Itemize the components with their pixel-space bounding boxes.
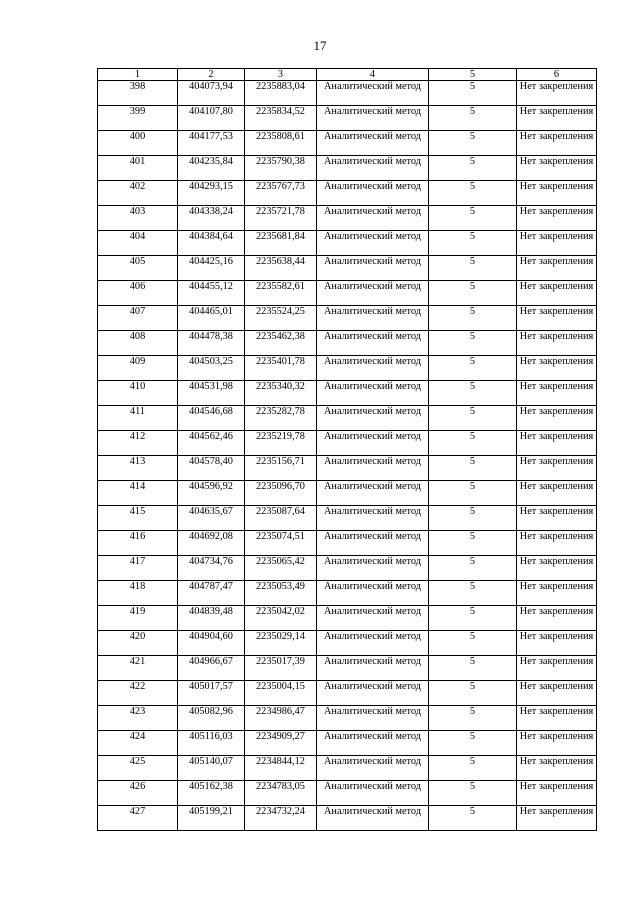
y-coordinate-cell: 2235340,32: [245, 381, 317, 406]
table-row: [98, 806, 597, 831]
y-coordinate-cell: 2235638,44: [245, 256, 317, 281]
method-cell: Аналитический метод: [317, 731, 429, 756]
x-coordinate-cell: 404734,76: [178, 556, 245, 581]
accuracy-cell: 5: [429, 706, 517, 731]
accuracy-cell: 5: [429, 256, 517, 281]
method-cell: Аналитический метод: [317, 606, 429, 631]
fixing-cell: Нет закрепления: [517, 681, 597, 706]
accuracy-cell: 5: [429, 781, 517, 806]
fixing-cell: Нет закрепления: [517, 256, 597, 281]
x-coordinate-cell: 405017,57: [178, 681, 245, 706]
x-coordinate-cell: 404293,15: [178, 181, 245, 206]
point-number-cell: 426: [98, 781, 178, 806]
y-coordinate-cell: 2235524,25: [245, 306, 317, 331]
fixing-cell: Нет закрепления: [517, 656, 597, 681]
y-coordinate-cell: 2235582,61: [245, 281, 317, 306]
x-coordinate-cell: 404073,94: [178, 81, 245, 106]
x-coordinate-cell: 404478,38: [178, 331, 245, 356]
y-coordinate-cell: 2235065,42: [245, 556, 317, 581]
accuracy-cell: 5: [429, 531, 517, 556]
fixing-cell: Нет закрепления: [517, 281, 597, 306]
y-coordinate-cell: 2235681,84: [245, 231, 317, 256]
point-number-cell: 425: [98, 756, 178, 781]
x-coordinate-cell: 404338,24: [178, 206, 245, 231]
method-cell: Аналитический метод: [317, 181, 429, 206]
method-cell: Аналитический метод: [317, 381, 429, 406]
accuracy-cell: 5: [429, 331, 517, 356]
fixing-cell: Нет закрепления: [517, 306, 597, 331]
table-row: [98, 106, 597, 131]
table-body: [98, 81, 597, 831]
accuracy-cell: 5: [429, 606, 517, 631]
table-row: [98, 481, 597, 506]
y-coordinate-cell: 2234783,05: [245, 781, 317, 806]
y-coordinate-cell: 2235282,78: [245, 406, 317, 431]
table-row: [98, 456, 597, 481]
method-cell: Аналитический метод: [317, 406, 429, 431]
method-cell: Аналитический метод: [317, 106, 429, 131]
method-cell: Аналитический метод: [317, 306, 429, 331]
accuracy-cell: 5: [429, 556, 517, 581]
point-number-cell: 421: [98, 656, 178, 681]
x-coordinate-cell: 404503,25: [178, 356, 245, 381]
x-coordinate-cell: 404235,84: [178, 156, 245, 181]
table-header: [98, 69, 597, 81]
table-row: [98, 156, 597, 181]
point-number-cell: 399: [98, 106, 178, 131]
table-row: [98, 756, 597, 781]
x-coordinate-cell: 405199,21: [178, 806, 245, 831]
method-cell: Аналитический метод: [317, 706, 429, 731]
method-cell: Аналитический метод: [317, 281, 429, 306]
fixing-cell: Нет закрепления: [517, 231, 597, 256]
point-number-cell: 420: [98, 631, 178, 656]
fixing-cell: Нет закрепления: [517, 506, 597, 531]
table-row: [98, 131, 597, 156]
method-cell: Аналитический метод: [317, 781, 429, 806]
table-row: [98, 206, 597, 231]
point-number-cell: 403: [98, 206, 178, 231]
fixing-cell: Нет закрепления: [517, 581, 597, 606]
table-row: [98, 306, 597, 331]
x-coordinate-cell: 404966,67: [178, 656, 245, 681]
fixing-cell: Нет закрепления: [517, 781, 597, 806]
x-coordinate-cell: 405116,03: [178, 731, 245, 756]
fixing-cell: Нет закрепления: [517, 356, 597, 381]
fixing-cell: Нет закрепления: [517, 181, 597, 206]
column-header-fixing: 6: [517, 69, 597, 81]
method-cell: Аналитический метод: [317, 156, 429, 181]
method-cell: Аналитический метод: [317, 806, 429, 831]
method-cell: Аналитический метод: [317, 631, 429, 656]
fixing-cell: Нет закрепления: [517, 431, 597, 456]
point-number-cell: 413: [98, 456, 178, 481]
method-cell: Аналитический метод: [317, 231, 429, 256]
fixing-cell: Нет закрепления: [517, 556, 597, 581]
point-number-cell: 410: [98, 381, 178, 406]
fixing-cell: Нет закрепления: [517, 156, 597, 181]
fixing-cell: Нет закрепления: [517, 731, 597, 756]
y-coordinate-cell: 2235156,71: [245, 456, 317, 481]
accuracy-cell: 5: [429, 181, 517, 206]
fixing-cell: Нет закрепления: [517, 331, 597, 356]
fixing-cell: Нет закрепления: [517, 706, 597, 731]
accuracy-cell: 5: [429, 681, 517, 706]
method-cell: Аналитический метод: [317, 256, 429, 281]
x-coordinate-cell: 404904,60: [178, 631, 245, 656]
method-cell: Аналитический метод: [317, 331, 429, 356]
point-number-cell: 411: [98, 406, 178, 431]
accuracy-cell: 5: [429, 306, 517, 331]
accuracy-cell: 5: [429, 506, 517, 531]
point-number-cell: 401: [98, 156, 178, 181]
method-cell: Аналитический метод: [317, 556, 429, 581]
point-number-cell: 419: [98, 606, 178, 631]
accuracy-cell: 5: [429, 756, 517, 781]
table-row: [98, 381, 597, 406]
header-row: [98, 69, 597, 81]
coordinates-table: [97, 68, 597, 831]
accuracy-cell: 5: [429, 106, 517, 131]
accuracy-cell: 5: [429, 131, 517, 156]
accuracy-cell: 5: [429, 631, 517, 656]
point-number-cell: 408: [98, 331, 178, 356]
point-number-cell: 417: [98, 556, 178, 581]
table-row: [98, 431, 597, 456]
accuracy-cell: 5: [429, 406, 517, 431]
point-number-cell: 424: [98, 731, 178, 756]
accuracy-cell: 5: [429, 81, 517, 106]
accuracy-cell: 5: [429, 356, 517, 381]
y-coordinate-cell: 2235462,38: [245, 331, 317, 356]
table-row: [98, 706, 597, 731]
fixing-cell: Нет закрепления: [517, 606, 597, 631]
table-row: [98, 281, 597, 306]
fixing-cell: Нет закрепления: [517, 106, 597, 131]
y-coordinate-cell: 2234732,24: [245, 806, 317, 831]
x-coordinate-cell: 404787,47: [178, 581, 245, 606]
point-number-cell: 414: [98, 481, 178, 506]
point-number-cell: 407: [98, 306, 178, 331]
accuracy-cell: 5: [429, 481, 517, 506]
point-number-cell: 418: [98, 581, 178, 606]
table-row: [98, 81, 597, 106]
accuracy-cell: 5: [429, 206, 517, 231]
y-coordinate-cell: 2235029,14: [245, 631, 317, 656]
x-coordinate-cell: 404596,92: [178, 481, 245, 506]
y-coordinate-cell: 2235004,15: [245, 681, 317, 706]
fixing-cell: Нет закрепления: [517, 406, 597, 431]
table-row: [98, 506, 597, 531]
table-row: [98, 256, 597, 281]
y-coordinate-cell: 2235790,38: [245, 156, 317, 181]
table-row: [98, 781, 597, 806]
point-number-cell: 404: [98, 231, 178, 256]
point-number-cell: 405: [98, 256, 178, 281]
fixing-cell: Нет закрепления: [517, 456, 597, 481]
table-row: [98, 656, 597, 681]
x-coordinate-cell: 404635,67: [178, 506, 245, 531]
point-number-cell: 423: [98, 706, 178, 731]
y-coordinate-cell: 2235053,49: [245, 581, 317, 606]
fixing-cell: Нет закрепления: [517, 531, 597, 556]
y-coordinate-cell: 2234909,27: [245, 731, 317, 756]
accuracy-cell: 5: [429, 381, 517, 406]
point-number-cell: 409: [98, 356, 178, 381]
accuracy-cell: 5: [429, 456, 517, 481]
y-coordinate-cell: 2235096,70: [245, 481, 317, 506]
y-coordinate-cell: 2235042,02: [245, 606, 317, 631]
x-coordinate-cell: 405140,07: [178, 756, 245, 781]
y-coordinate-cell: 2235808,61: [245, 131, 317, 156]
method-cell: Аналитический метод: [317, 206, 429, 231]
accuracy-cell: 5: [429, 731, 517, 756]
x-coordinate-cell: 404465,01: [178, 306, 245, 331]
accuracy-cell: 5: [429, 656, 517, 681]
column-header-method: 4: [317, 69, 429, 81]
fixing-cell: Нет закрепления: [517, 206, 597, 231]
y-coordinate-cell: 2234986,47: [245, 706, 317, 731]
x-coordinate-cell: 404425,16: [178, 256, 245, 281]
method-cell: Аналитический метод: [317, 581, 429, 606]
column-header-x: 2: [178, 69, 245, 81]
y-coordinate-cell: 2235087,64: [245, 506, 317, 531]
y-coordinate-cell: 2234844,12: [245, 756, 317, 781]
x-coordinate-cell: 404531,98: [178, 381, 245, 406]
fixing-cell: Нет закрепления: [517, 756, 597, 781]
fixing-cell: Нет закрепления: [517, 81, 597, 106]
method-cell: Аналитический метод: [317, 656, 429, 681]
y-coordinate-cell: 2235074,51: [245, 531, 317, 556]
method-cell: Аналитический метод: [317, 756, 429, 781]
x-coordinate-cell: 404839,48: [178, 606, 245, 631]
column-header-point-number: 1: [98, 69, 178, 81]
method-cell: Аналитический метод: [317, 81, 429, 106]
page-number: 17: [313, 38, 327, 53]
fixing-cell: Нет закрепления: [517, 381, 597, 406]
table-row: [98, 181, 597, 206]
method-cell: Аналитический метод: [317, 681, 429, 706]
y-coordinate-cell: 2235401,78: [245, 356, 317, 381]
y-coordinate-cell: 2235721,78: [245, 206, 317, 231]
column-header-y: 3: [245, 69, 317, 81]
accuracy-cell: 5: [429, 581, 517, 606]
x-coordinate-cell: 404107,80: [178, 106, 245, 131]
y-coordinate-cell: 2235834,52: [245, 106, 317, 131]
point-number-cell: 416: [98, 531, 178, 556]
point-number-cell: 415: [98, 506, 178, 531]
method-cell: Аналитический метод: [317, 531, 429, 556]
fixing-cell: Нет закрепления: [517, 631, 597, 656]
x-coordinate-cell: 405162,38: [178, 781, 245, 806]
method-cell: Аналитический метод: [317, 131, 429, 156]
table-row: [98, 406, 597, 431]
x-coordinate-cell: 404177,53: [178, 131, 245, 156]
fixing-cell: Нет закрепления: [517, 806, 597, 831]
y-coordinate-cell: 2235883,04: [245, 81, 317, 106]
point-number-cell: 412: [98, 431, 178, 456]
x-coordinate-cell: 404692,08: [178, 531, 245, 556]
fixing-cell: Нет закрепления: [517, 131, 597, 156]
table-row: [98, 531, 597, 556]
accuracy-cell: 5: [429, 806, 517, 831]
point-number-cell: 402: [98, 181, 178, 206]
table-row: [98, 631, 597, 656]
x-coordinate-cell: 404562,46: [178, 431, 245, 456]
table-row: [98, 356, 597, 381]
y-coordinate-cell: 2235767,73: [245, 181, 317, 206]
table-row: [98, 231, 597, 256]
accuracy-cell: 5: [429, 281, 517, 306]
method-cell: Аналитический метод: [317, 456, 429, 481]
x-coordinate-cell: 405082,96: [178, 706, 245, 731]
x-coordinate-cell: 404578,40: [178, 456, 245, 481]
point-number-cell: 398: [98, 81, 178, 106]
table-row: [98, 331, 597, 356]
method-cell: Аналитический метод: [317, 431, 429, 456]
x-coordinate-cell: 404384,64: [178, 231, 245, 256]
accuracy-cell: 5: [429, 231, 517, 256]
table-row: [98, 556, 597, 581]
table-row: [98, 606, 597, 631]
column-header-accuracy: 5: [429, 69, 517, 81]
accuracy-cell: 5: [429, 156, 517, 181]
point-number-cell: 422: [98, 681, 178, 706]
point-number-cell: 400: [98, 131, 178, 156]
x-coordinate-cell: 404546,68: [178, 406, 245, 431]
point-number-cell: 427: [98, 806, 178, 831]
fixing-cell: Нет закрепления: [517, 481, 597, 506]
table-row: [98, 731, 597, 756]
method-cell: Аналитический метод: [317, 481, 429, 506]
method-cell: Аналитический метод: [317, 356, 429, 381]
table-row: [98, 581, 597, 606]
method-cell: Аналитический метод: [317, 506, 429, 531]
table-row: [98, 681, 597, 706]
x-coordinate-cell: 404455,12: [178, 281, 245, 306]
y-coordinate-cell: 2235017,39: [245, 656, 317, 681]
y-coordinate-cell: 2235219,78: [245, 431, 317, 456]
accuracy-cell: 5: [429, 431, 517, 456]
point-number-cell: 406: [98, 281, 178, 306]
